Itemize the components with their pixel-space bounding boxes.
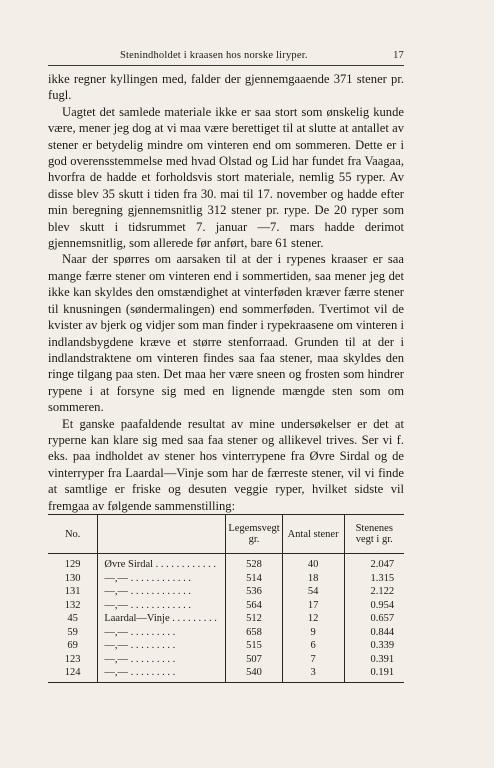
paragraph: ikke regner kyllingen med, falder der gjennemgaaende 371 stener pr. fugl. xyxy=(48,72,404,103)
paragraph: Uagtet det samlede materiale ikke er saa stort som ønskelig kunde være, mener jeg dog at vi maa være berettiget til at slutte at antallet av stener er betydelig mindre om vinteren end om sommeren. Dette er i god overensstemmelse med hvad Olstad og Lid har fundet fra Vaagaa, hvorfra de hadde et forholdsvis stort materiale, nemlig 55 ryper. Av disse blev 35 skutt i tiden fra 30. mai til 17. november og hadde efter min beregning gjennemsnitlig 312 stener pr. rype. De 20 ryper som blev skutt i tidsrummet 7. januar —7. mars hadde derimot gjennemsnitlig, som allerede før anført, bare 61 stener. xyxy=(48,104,404,251)
col-header-stone-weight: Stenenes vegt i gr. xyxy=(344,515,404,554)
cell-stone-weight: 2.122 xyxy=(370,586,395,597)
cell-locality: Laardal—Vinje . . . . . . . . . xyxy=(98,612,226,626)
cell-locality: —,— . . . . . . . . . xyxy=(98,653,226,667)
col-header-no: No. xyxy=(48,515,98,554)
page-number: 17 xyxy=(393,50,404,61)
cell-body-weight: 658 xyxy=(226,626,282,640)
cell-stone-weight: 0.191 xyxy=(344,666,404,682)
cell-stone-count: 12 xyxy=(282,612,344,626)
cell-body-weight: 515 xyxy=(226,639,282,653)
table-row xyxy=(48,639,404,653)
cell-stone-count: 54 xyxy=(282,585,344,599)
cell-stone-weight: 2.047 xyxy=(370,559,395,570)
table-row xyxy=(48,612,404,626)
table-header-row xyxy=(48,515,404,554)
cell-body-weight: 528 xyxy=(226,554,282,572)
cell-no: 132 xyxy=(48,599,98,613)
cell-body-weight: 536 xyxy=(226,585,282,599)
cell-stone-count: 17 xyxy=(282,599,344,613)
cell-locality: —,— . . . . . . . . . . . . xyxy=(98,572,226,586)
cell-body-weight: 540 xyxy=(226,666,282,682)
cell-stone-weight: 0.657 xyxy=(370,613,395,624)
cell-body-weight: 507 xyxy=(226,653,282,667)
cell-locality: Øvre Sirdal . . . . . . . . . . . . xyxy=(98,554,226,572)
cell-stone-weight: 0.954 xyxy=(370,599,395,611)
cell-body-weight: 564 xyxy=(226,599,282,613)
cell-no: 131 xyxy=(48,585,98,599)
cell-no: 129 xyxy=(48,554,98,572)
cell-stone-count: 7 xyxy=(282,653,344,667)
cell-locality: —,— . . . . . . . . . . . . xyxy=(98,599,226,613)
col-header-locality xyxy=(98,515,226,554)
cell-no: 45 xyxy=(48,612,98,626)
cell-locality: —,— . . . . . . . . . xyxy=(98,666,226,682)
table-row xyxy=(48,653,404,667)
ptarmigan-table xyxy=(48,514,404,683)
cell-no: 124 xyxy=(48,666,98,682)
cell-stone-count: 40 xyxy=(282,554,344,572)
table-row xyxy=(48,585,404,599)
table-row xyxy=(48,572,404,586)
cell-no: 130 xyxy=(48,572,98,586)
cell-stone-count: 6 xyxy=(282,639,344,653)
body-text xyxy=(48,71,404,514)
paragraph: Et ganske paafaldende resultat av mine undersøkelser er det at ryperne kan klare sig med saa faa stener og allikevel trives. Ser vi f. eks. paa indholdet av stener hos vinterrypene fra Øvre Sirdal og de vinterryper fra Laardal—Vinje som har de færreste stener, vil vi finde at samtlige er friske og desuten veggie ryper, hvilket sidste vil fremgaa av følgende sammenstilling: xyxy=(48,416,404,513)
table-row xyxy=(48,666,404,682)
cell-stone-count: 18 xyxy=(282,572,344,586)
cell-stone-weight: 0.339 xyxy=(370,640,395,651)
cell-body-weight: 514 xyxy=(226,572,282,586)
cell-body-weight: 512 xyxy=(226,612,282,626)
table-row xyxy=(48,554,404,572)
cell-locality: —,— . . . . . . . . . xyxy=(98,626,226,640)
cell-stone-count: 3 xyxy=(282,666,344,682)
cell-no: 59 xyxy=(48,626,98,640)
col-header-body-weight: Legemsvegt gr. xyxy=(226,515,282,554)
header-rule xyxy=(48,65,404,66)
table-row xyxy=(48,626,404,640)
cell-stone-count: 9 xyxy=(282,626,344,640)
paragraph: Naar der spørres om aarsaken til at der i rypenes kraaser er saa mange færre stener om vinteren end i sommertiden, saa mener jeg det ikke kan skyldes den omstændighet at vinterføden kræver færre stener til knusningen (søndermalingen) end sommerføden. Tvertimot vil de kvister av bjerk og vidjer som man finder i rypekraasene om vinteren i indlandsbygdene kræve et større stenforraad. Grunden til at der i indlandstraktene om vinteren findes saa faa stener, maa skyldes den ringe tilgang paa sten. Det maa her være sneen og frosten som hindrer rypene i at forsyne sig med en lignende mængde sten som om sommeren. xyxy=(48,252,404,415)
running-head xyxy=(48,50,404,64)
col-header-stone-count: Antal stener xyxy=(282,515,344,554)
cell-locality: —,— . . . . . . . . . . . . xyxy=(98,585,226,599)
cell-locality: —,— . . . . . . . . . xyxy=(98,639,226,653)
running-title: Stenindholdet i kraasen hos norske liryper. xyxy=(120,50,308,61)
table-row xyxy=(48,599,404,613)
cell-stone-weight: 0.844 xyxy=(370,626,395,638)
cell-stone-weight: 1.315 xyxy=(370,572,395,584)
cell-no: 69 xyxy=(48,639,98,653)
cell-stone-weight: 0.391 xyxy=(370,653,395,665)
cell-no: 123 xyxy=(48,653,98,667)
